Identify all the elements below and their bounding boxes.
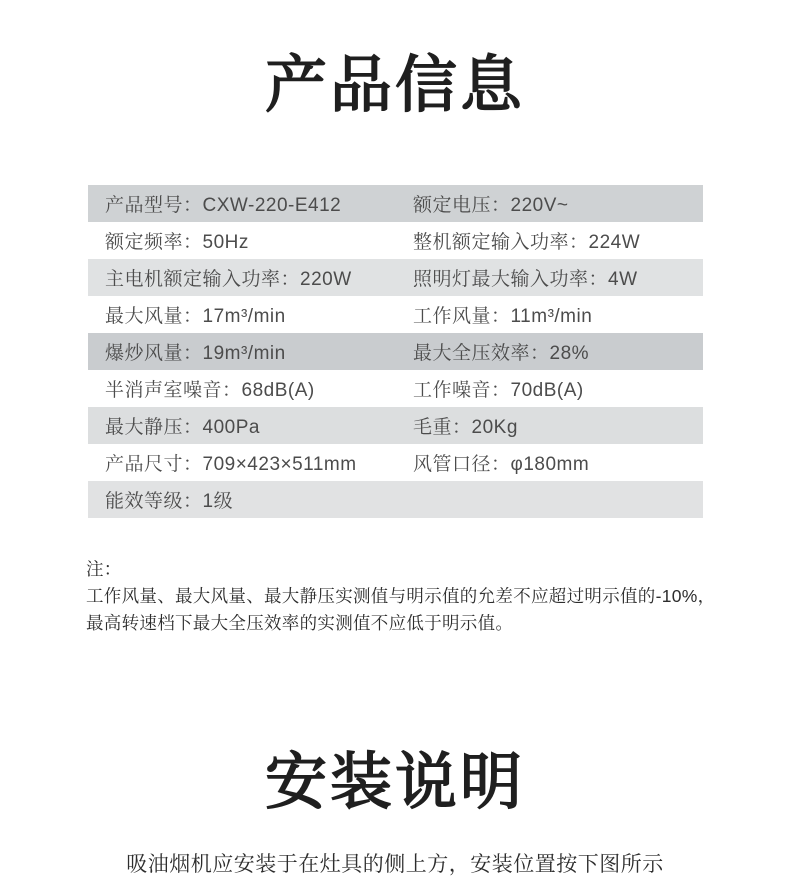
- note-line-2: 最高转速档下最大全压效率的实测值不应低于明示值。: [86, 613, 514, 634]
- spec-value: 4W: [608, 269, 638, 291]
- spec-value: 19m³/min: [202, 343, 286, 365]
- spec-label: 照明灯最大输入功率：: [413, 269, 609, 291]
- spec-value: 20Kg: [471, 417, 518, 439]
- spec-row: [88, 222, 703, 259]
- spec-cell-right: [413, 227, 703, 254]
- spec-cell-left: [88, 190, 413, 217]
- spec-value: 17m³/min: [202, 306, 286, 328]
- spec-label: 主电机额定输入功率：: [105, 269, 301, 291]
- note-prefix: 注：: [86, 559, 122, 580]
- spec-value: 28%: [549, 343, 590, 365]
- spec-row: [88, 370, 703, 407]
- spec-value: φ180mm: [510, 454, 590, 476]
- spec-table: [88, 185, 703, 518]
- spec-label: 额定电压：: [413, 195, 511, 217]
- spec-label: 产品尺寸：: [105, 454, 203, 476]
- spec-cell-right: [413, 412, 703, 439]
- spec-cell-left: [88, 449, 413, 476]
- spec-row: [88, 333, 703, 370]
- install-title: 安装说明: [264, 748, 525, 818]
- spec-value: 1级: [202, 491, 234, 513]
- spec-label: 最大静压：: [105, 417, 203, 439]
- spec-label: 额定频率：: [105, 232, 203, 254]
- spec-cell-right: [413, 449, 703, 476]
- note-line-1: 工作风量、最大风量、最大静压实测值与明示值的允差不应超过明示值的-10%，: [86, 586, 716, 607]
- spec-cell-left: [88, 301, 413, 328]
- spec-cell-left: [88, 375, 413, 402]
- spec-label: 风管口径：: [413, 454, 511, 476]
- spec-cell-right: [413, 338, 703, 365]
- spec-cell-right: [413, 190, 703, 217]
- spec-value: CXW-220-E412: [202, 195, 342, 217]
- spec-label: 毛重：: [413, 417, 472, 439]
- spec-row: [88, 407, 703, 444]
- spec-label: 工作噪音：: [413, 380, 511, 402]
- spec-label: 最大风量：: [105, 306, 203, 328]
- spec-row: [88, 185, 703, 222]
- notes-block: [86, 556, 730, 637]
- spec-cell-left: [88, 227, 413, 254]
- spec-value: 220W: [300, 269, 352, 291]
- spec-cell-right: [413, 301, 703, 328]
- spec-label: 半消声室噪音：: [105, 380, 242, 402]
- spec-value: 709×423×511mm: [202, 454, 357, 476]
- spec-value: 11m³/min: [510, 306, 593, 328]
- spec-cell-right: [413, 264, 703, 291]
- product-detail-page: [0, 50, 790, 884]
- spec-label: 爆炒风量：: [105, 343, 203, 365]
- spec-value: 400Pa: [202, 417, 260, 439]
- spec-label: 整机额定输入功率：: [413, 232, 589, 254]
- spec-label: 最大全压效率：: [413, 343, 550, 365]
- spec-cell-left: [88, 264, 413, 291]
- spec-label: 工作风量：: [413, 306, 511, 328]
- spec-label: 能效等级：: [105, 491, 203, 513]
- spec-value: 70dB(A): [510, 380, 584, 402]
- spec-value: 50Hz: [202, 232, 249, 254]
- spec-value: 68dB(A): [241, 380, 315, 402]
- spec-cell-left: [88, 412, 413, 439]
- spec-row: [88, 259, 703, 296]
- spec-row: [88, 481, 703, 518]
- spec-row: [88, 444, 703, 481]
- spec-cell-left: [88, 486, 413, 513]
- spec-cell-right: [413, 375, 703, 402]
- spec-value: 220V~: [510, 195, 569, 217]
- install-body-text: 吸油烟机应安装于在灶具的侧上方，安装位置按下图所示: [126, 852, 664, 876]
- product-info-title: 产品信息: [264, 51, 525, 120]
- spec-cell-left: [88, 338, 413, 365]
- spec-row: [88, 296, 703, 333]
- spec-label: 产品型号：: [105, 195, 203, 217]
- spec-value: 224W: [588, 232, 641, 254]
